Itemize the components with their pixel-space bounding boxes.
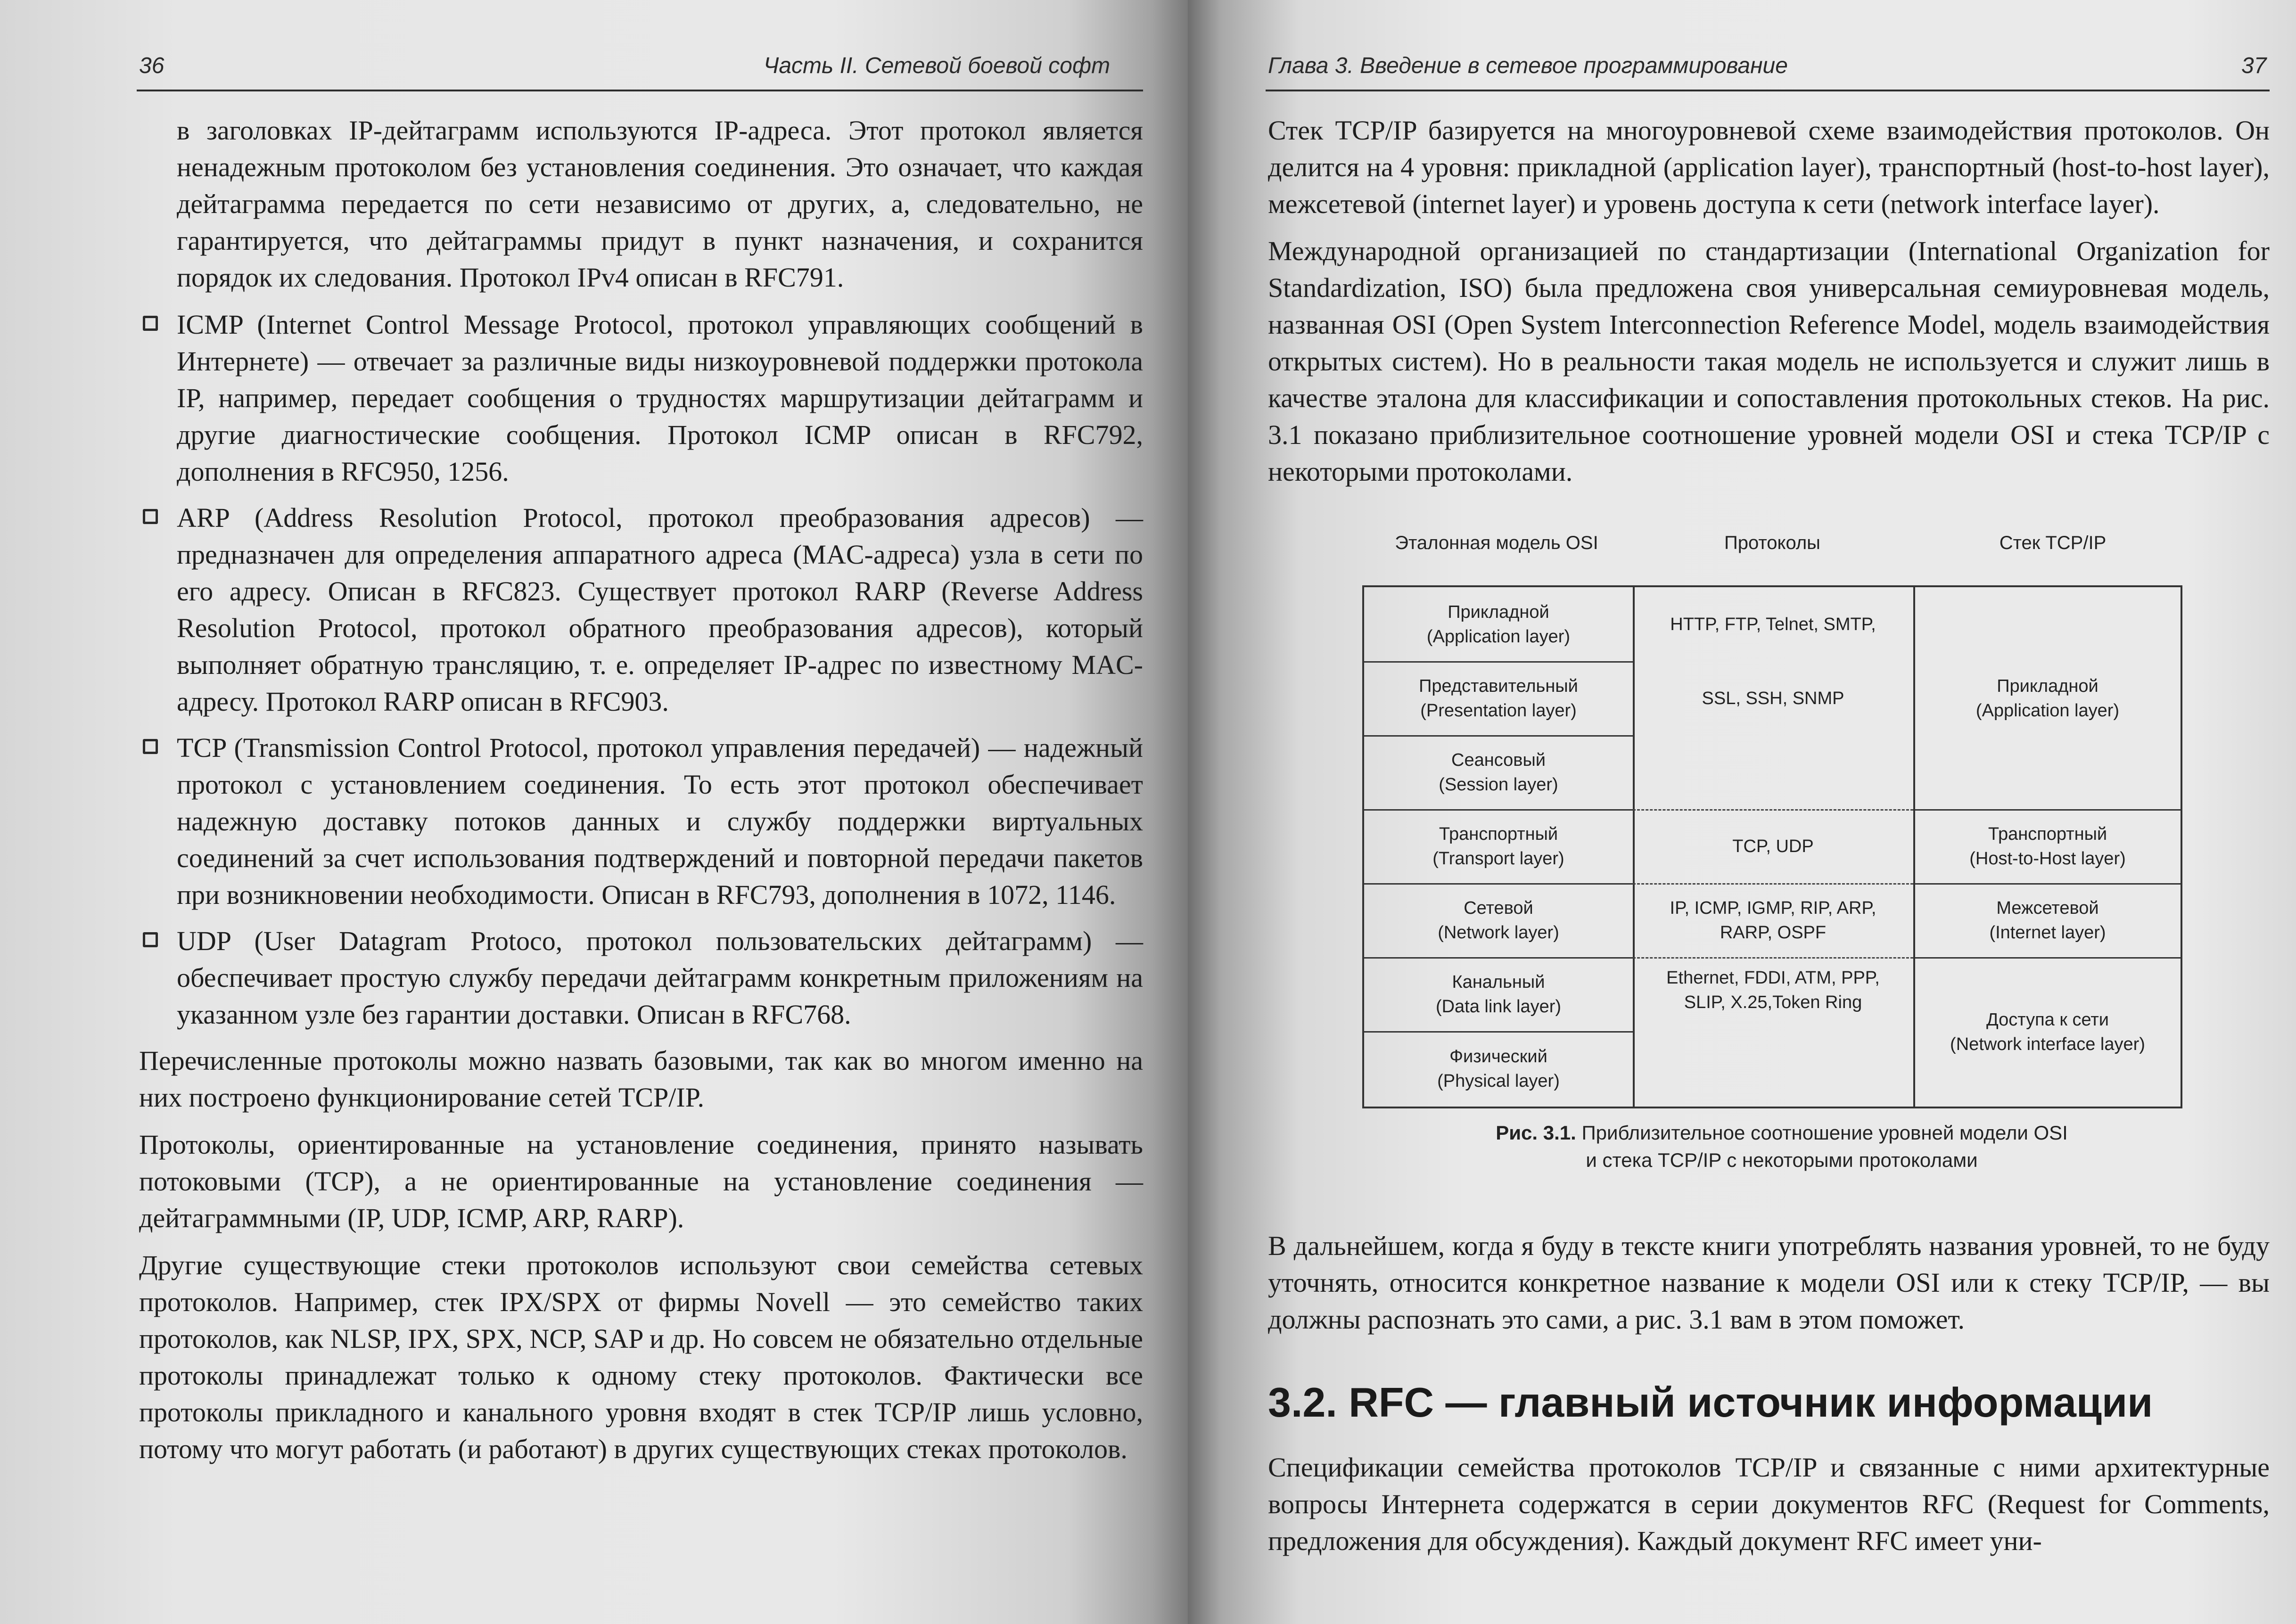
layer-name-en: (Network interface layer) (1950, 1034, 2145, 1054)
protocols-data-link (1633, 957, 1913, 1023)
layer-name-en: (Application layer) (1975, 700, 2120, 721)
bullet-text: ARP (Address Resolution Protocol, протокол преобразования адресов) — предназначен для определения аппаратного адреса (MAC-адреса) узла в сети по его адресу. Описан в RFC823. Существует протокол RARP (Reverse Address Resolution Protocol, протокол обратного преобразования адресов), который выполняет обратную трансляцию, т. е. определяет IP-адрес по известному MAC-адресу. Протокол RARP описан в RFC903. (177, 502, 1143, 717)
figure-header-protocols: Протоколы (1724, 533, 1820, 553)
osi-layer-network (1364, 883, 1633, 957)
osi-layer-presentation (1364, 661, 1633, 735)
tcpip-layer-transport (1913, 809, 2182, 883)
layer-name-en: (Presentation layer) (1420, 700, 1577, 721)
left-running-head: Часть II. Сетевой боевой софт (764, 53, 1111, 78)
layer-name-en: (Physical layer) (1437, 1071, 1560, 1091)
bullet-tcp (139, 730, 1143, 913)
right-page-number: 37 (2241, 53, 2267, 78)
right-running-head: Глава 3. Введение в сетевое программирование (1268, 53, 1788, 78)
figure-caption-label: Рис. 3.1. (1496, 1122, 1576, 1144)
figure-caption (1381, 1119, 2182, 1174)
right-page-intro (1268, 112, 2270, 500)
protocol-list: TCP, UDP (1732, 836, 1814, 856)
tcpip-layer-application (1913, 587, 2182, 809)
protocol-bullet-list (139, 306, 1143, 1033)
layer-name: Прикладной (1997, 676, 2098, 696)
layer-name: Прикладной (1448, 602, 1549, 622)
paragraph-rfc-intro: Спецификации семейства протоколов TCP/IP и связанные с ними архитектурные вопросы Интернета содержатся в серии документов RFC (Request for Comments, предложения для обсуждения). Каждый документ RFC имеет уни- (1268, 1452, 2270, 1556)
layer-name: Представительный (1419, 676, 1578, 696)
paragraph-stream-datagram: Протоколы, ориентированные на установление соединения, принято называть потоковыми (TCP), а не ориентированные на установление соединения — дейтаграммными (IP, UDP, ICMP, ARP, RARP). (139, 1129, 1143, 1233)
layer-name: Транспортный (1439, 824, 1558, 844)
protocol-list: Ethernet, FDDI, ATM, PPP, (1666, 968, 1880, 988)
left-page-body (139, 112, 1143, 1478)
paragraph-after-figure-block (1268, 1228, 2270, 1348)
layer-name-en: (Transport layer) (1432, 848, 1564, 869)
layer-name-en: (Session layer) (1439, 774, 1558, 795)
paragraph-tcpip-stack: Стек TCP/IP базируется на многоуровневой схеме взаимодействия протоколов. Он делится на 4 уровня: прикладной (application layer), транспортный (host-to-host layer), межсетевой (internet layer) и уровень доступа к сети (network interface layer). (1268, 115, 2270, 219)
bullet-text: TCP (Transmission Control Protocol, протокол управления передачей) — надежный протокол с установлением соединения. То есть этот протокол обеспечивает надежную доставку потоков данных и службу поддержки виртуальных соединений за счет использования подтверждений и повторной передачи пакетов при возникновении необходимости. Описан в RFC793, дополнения в 1072, 1146. (177, 732, 1143, 910)
protocol-list: IP, ICMP, IGMP, RIP, ARP, (1670, 898, 1876, 918)
protocols-network (1633, 883, 1913, 957)
section-body-block (1268, 1449, 2270, 1570)
layer-name-en: (Host-to-Host layer) (1969, 848, 2126, 869)
section-heading-rfc: 3.2. RFC — главный источник информации (1268, 1379, 2153, 1426)
bullet-text: UDP (User Datagram Protoco, протокол пользовательских дейтаграмм) — обеспечивает простую службу передачи дейтаграмм конкретным приложениям на указанном узле без гарантии доставки. Описан в RFC768. (177, 926, 1143, 1030)
protocol-list: RARP, OSPF (1720, 922, 1827, 943)
figure-caption-line2: и стека TCP/IP с некоторыми протоколами (1586, 1149, 1978, 1171)
checkbox-bullet-icon (143, 932, 158, 947)
checkbox-bullet-icon (143, 509, 158, 524)
protocols-presentation (1633, 661, 1913, 735)
osi-layer-data-link (1364, 957, 1633, 1031)
paragraph-after-figure: В дальнейшем, когда я буду в тексте книги употреблять названия уровней, то не буду уточнять, относится конкретное название к модели OSI или к стеку TCP/IP, — вы должны распознать это сами, а рис. 3.1 вам в этом поможет. (1268, 1230, 2270, 1335)
right-page (1188, 0, 2296, 1624)
checkbox-bullet-icon (143, 739, 158, 754)
figure-header-tcpip: Стек TCP/IP (1999, 533, 2107, 553)
intro-paragraph: в заголовках IP-дейтаграмм используются IP-адреса. Этот протокол является ненадежным протоколом без установления соединения. Это означает, что каждая дейтаграмма передается по сети независимо от других, а, следовательно, не гарантируется, что дейтаграммы придут в пункт назначения, и сохранится порядок их следования. Протокол IPv4 описан в RFC791. (177, 115, 1143, 293)
left-page-number: 36 (139, 53, 165, 78)
layer-name-en: (Network layer) (1438, 922, 1559, 943)
left-header-rule (137, 90, 1143, 91)
bullet-udp (139, 923, 1143, 1033)
layer-name: Доступа к сети (1986, 1009, 2109, 1030)
layer-name: Транспортный (1988, 824, 2107, 844)
protocol-list: SLIP, X.25,Token Ring (1684, 992, 1862, 1012)
figure-osi-tcpip (1362, 533, 2201, 1183)
tcpip-layer-network-access (1913, 957, 2182, 1107)
protocol-list: HTTP, FTP, Telnet, SMTP, (1670, 614, 1876, 634)
layer-name: Физический (1449, 1047, 1547, 1066)
protocol-list: SSL, SSH, SNMP (1702, 688, 1844, 708)
bullet-text: ICMP (Internet Control Message Protocol, протокол управляющих сообщений в Интернете) — отвечает за различные виды низкоуровневой поддержки протокола IP, например, передает сообщения о трудностях маршрутизации дейтаграмм и другие диагностические сообщения. Протокол ICMP описан в RFC792, дополнения в RFC950, 1256. (177, 309, 1143, 487)
layer-name: Межсетевой (1996, 898, 2099, 918)
paragraph-osi-model: Международной организацией по стандартизации (International Organization for Standardization, ISO) была предложена своя универсальная семиуровневая модель, названная OSI (Open System Interconnection Reference Model, модель взаимодействия открытых систем). Но в реальности такая модель не используется и служит лишь в качестве эталона для классификации и сопоставления протокольных стеков. На рис. 3.1 показано приблизительное соотношение уровней модели OSI и стека TCP/IP с некоторыми протоколами. (1268, 236, 2270, 487)
right-header-rule (1266, 90, 2270, 91)
osi-layer-physical (1364, 1031, 1633, 1107)
bullet-arp (139, 500, 1143, 720)
protocols-transport (1633, 809, 1913, 883)
paragraph-base-protocols: Перечисленные протоколы можно назвать базовыми, так как во многом именно на них построено функционирование сетей TCP/IP. (139, 1045, 1143, 1113)
layer-name-en: (Internet layer) (1989, 922, 2106, 943)
layer-name: Канальный (1452, 972, 1545, 992)
paragraph-other-stacks: Другие существующие стеки протоколов используют свои семейства сетевых протоколов. Например, стек IPX/SPX от фирмы Novell — это семейство таких протоколов, как NLSP, IPX, SPX, NCP, SAP и др. Но совсем не обязательно отдельные протоколы принадлежат только к одному стеку протоколов. Фактически все протоколы прикладного и канального уровня входят в стек TCP/IP лишь условно, потому что могут работать (и работают) в других существующих стеках протоколов. (139, 1250, 1143, 1464)
tcpip-layer-internet (1913, 883, 2182, 957)
osi-layer-application (1364, 587, 1633, 661)
layer-table (1362, 585, 2182, 1108)
figure-header-osi: Эталонная модель OSI (1395, 533, 1598, 553)
layer-name-en: (Data link layer) (1435, 996, 1562, 1017)
protocols-application (1633, 587, 1913, 661)
layer-name: Сеансовый (1451, 750, 1546, 770)
osi-layer-session (1364, 735, 1633, 809)
osi-layer-transport (1364, 809, 1633, 883)
figure-caption-line1: Приблизительное соотношение уровней модели OSI (1581, 1122, 2068, 1144)
layer-name-en: (Application layer) (1426, 626, 1571, 647)
bullet-icmp (139, 306, 1143, 490)
layer-name: Сетевой (1464, 898, 1533, 918)
checkbox-bullet-icon (143, 316, 158, 331)
